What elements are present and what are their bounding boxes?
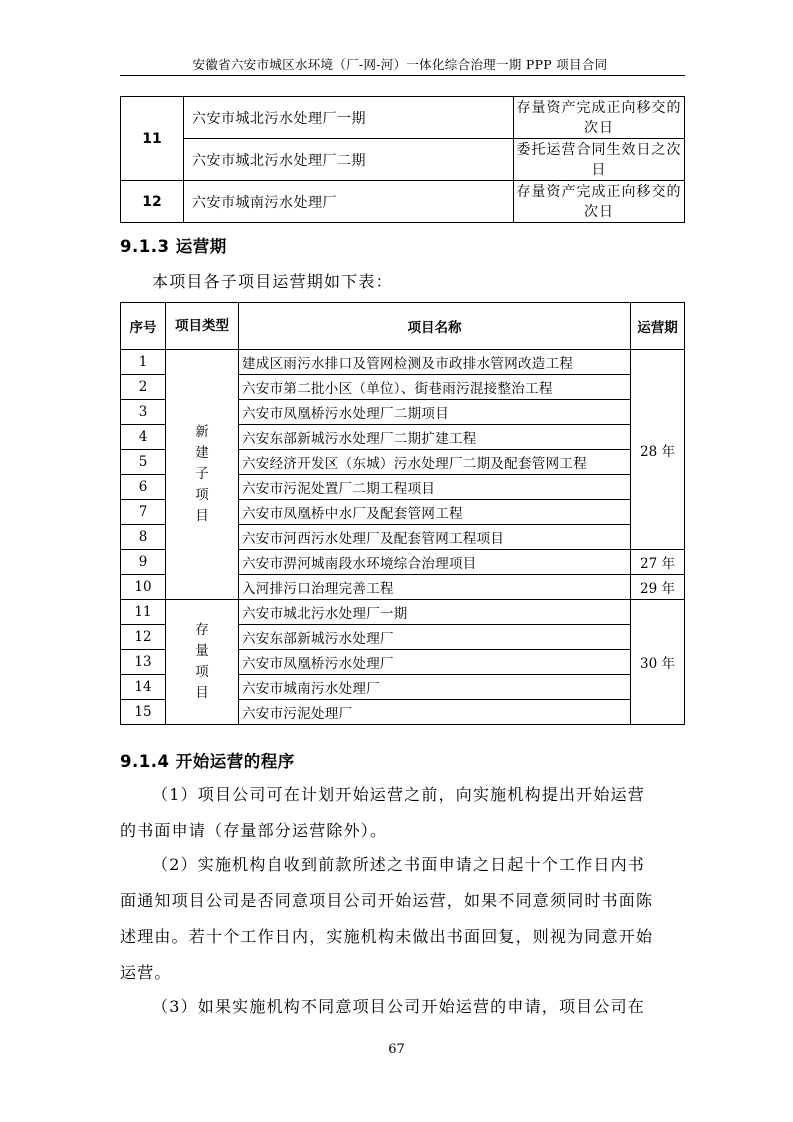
section-heading-914: 9.1.4 开始运营的程序 (120, 752, 295, 771)
table-row (121, 97, 685, 139)
project-name: 六安经济开发区（东城）污水处理厂二期及配套管网工程 (239, 450, 631, 475)
table-row (121, 181, 685, 223)
row-number: 5 (121, 450, 166, 475)
row-number: 7 (121, 500, 166, 525)
running-header: 安徽省六安市城区水环境（厂-网-河）一体化综合治理一期 PPP 项目合同 (192, 57, 608, 72)
header-period: 运营期 (631, 303, 685, 350)
section-heading-913: 9.1.3 运营期 (120, 237, 227, 256)
project-name: 六安东部新城污水处理厂二期扩建工程 (239, 425, 631, 450)
paragraph-line: （2）实施机构自收到前款所述之书面申请之日起十个工作日内书 (152, 855, 645, 874)
row-number: 2 (121, 375, 166, 400)
row-number: 15 (121, 700, 166, 725)
project-name: 建成区雨污水排口及管网检测及市政排水管网改造工程 (239, 350, 631, 375)
table-row (121, 139, 685, 181)
period-29: 29 年 (631, 575, 685, 600)
group-existing-projects: 存量项目 (166, 600, 239, 725)
start-date: 存量资产完成正向移交的次日 (514, 181, 685, 223)
period-30: 30 年 (631, 600, 685, 725)
project-name: 六安市污泥处置厂二期工程项目 (239, 475, 631, 500)
row-number: 12 (121, 181, 184, 223)
row-number: 9 (121, 550, 166, 575)
project-name: 六安市城北污水处理厂一期 (239, 600, 631, 625)
project-name: 六安市凤凰桥污水处理厂 (239, 650, 631, 675)
project-name: 六安市淠河城南段水环境综合治理项目 (239, 550, 631, 575)
row-number: 6 (121, 475, 166, 500)
project-name: 六安市凤凰桥污水处理厂二期项目 (239, 400, 631, 425)
start-date: 存量资产完成正向移交的次日 (514, 97, 685, 139)
project-name: 入河排污口治理完善工程 (239, 575, 631, 600)
row-number: 3 (121, 400, 166, 425)
paragraph-line: （1）项目公司可在计划开始运营之前，向实施机构提出开始运营 (152, 785, 645, 804)
row-number: 1 (121, 350, 166, 375)
row-number: 13 (121, 650, 166, 675)
table-header-row (121, 303, 685, 350)
project-name: 六安市污泥处理厂 (239, 700, 631, 725)
paragraph-1 (120, 777, 686, 849)
row-number: 14 (121, 675, 166, 700)
section-intro: 本项目各子项目运营期如下表： (152, 272, 393, 291)
row-number: 4 (121, 425, 166, 450)
paragraph-3 (120, 989, 686, 1025)
row-number: 11 (121, 600, 166, 625)
row-number: 11 (121, 97, 184, 181)
period-27: 27 年 (631, 550, 685, 575)
group-new-projects: 新建子项目 (166, 350, 239, 600)
project-name: 六安市河西污水处理厂及配套管网工程项目 (239, 525, 631, 550)
header-no: 序号 (121, 303, 166, 350)
paragraph-line: 运营。 (120, 963, 172, 982)
table-row (121, 600, 685, 625)
row-number: 12 (121, 625, 166, 650)
paragraph-line: 的书面申请（存量部分运营除外）。 (120, 821, 388, 840)
project-name: 六安东部新城污水处理厂 (239, 625, 631, 650)
paragraph-2 (120, 847, 686, 991)
row-number: 8 (121, 525, 166, 550)
table-row (121, 350, 685, 375)
project-name: 六安市第二批小区（单位）、街巷雨污混接整治工程 (239, 375, 631, 400)
operation-period-table (120, 302, 685, 725)
paragraph-line: （3）如果实施机构不同意项目公司开始运营的申请，项目公司在 (152, 997, 645, 1016)
project-name: 六安市凤凰桥中水厂及配套管网工程 (239, 500, 631, 525)
project-name: 六安市城南污水处理厂 (184, 181, 514, 223)
start-date: 委托运营合同生效日之次日 (514, 139, 685, 181)
paragraph-line: 述理由。若十个工作日内，实施机构未做出书面回复，则视为同意开始 (120, 927, 654, 946)
header-name: 项目名称 (239, 303, 631, 350)
project-name: 六安市城北污水处理厂一期 (184, 97, 514, 139)
header-rule (120, 75, 685, 76)
project-name: 六安市城北污水处理厂二期 (184, 139, 514, 181)
header-type: 项目类型 (166, 303, 239, 350)
paragraph-line: 面通知项目公司是否同意项目公司开始运营，如果不同意须同时书面陈 (120, 891, 654, 910)
row-number: 10 (121, 575, 166, 600)
transfer-date-table (120, 96, 685, 223)
page-number: 67 (388, 1042, 405, 1057)
project-name: 六安市城南污水处理厂 (239, 675, 631, 700)
period-28: 28 年 (631, 350, 685, 550)
